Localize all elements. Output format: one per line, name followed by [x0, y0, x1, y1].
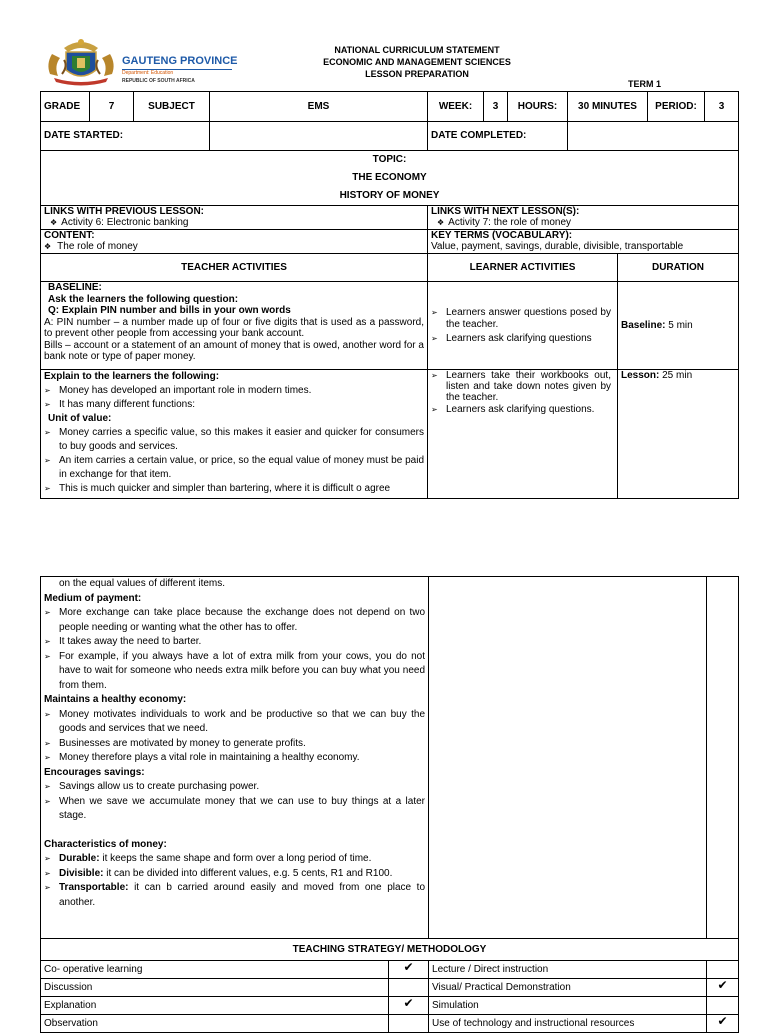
- topic-line-1: THE ECONOMY: [352, 172, 427, 183]
- duration-header: DURATION: [618, 254, 739, 282]
- lesson-learner-cell: [428, 370, 618, 499]
- topic-line-2: HISTORY OF MONEY: [339, 190, 440, 201]
- strategy-title: TEACHING STRATEGY/ METHODOLOGY: [41, 939, 739, 961]
- date-started-value: [210, 122, 428, 151]
- list-item: ➢ Learners ask clarifying questions: [431, 333, 611, 345]
- diamond-bullet-icon: ❖: [50, 218, 58, 227]
- strategy-row: [41, 997, 739, 1015]
- baseline-duration-cell: [618, 282, 739, 370]
- strategy-right-label: Use of technology and instructional resources: [429, 1015, 707, 1033]
- list-item: ➢ When we save we accumulate money that we can use to buy things at a later stage.: [44, 795, 425, 824]
- durable-text: it keeps the same shape and form over a long period of time.: [102, 853, 372, 864]
- list-item: ➢ Money motivates individuals to work and be productive so that we can buy the goods and services that we need.: [44, 708, 425, 737]
- hours-value: 30 MINUTES: [568, 92, 648, 122]
- subject-value: EMS: [210, 92, 428, 122]
- lesson-duration-value: 25 min: [662, 370, 693, 381]
- divisible-text: it can be divided into different values, e.g. 5 cents, R1 and R100.: [106, 867, 393, 879]
- list-item: ➢ It has many different functions:: [44, 398, 424, 412]
- lesson-intro: Explain to the learners the following:: [44, 371, 220, 382]
- continued-row: [41, 577, 739, 939]
- week-value: 3: [484, 92, 508, 122]
- lesson-row: [41, 370, 739, 499]
- column-header-row: [41, 254, 739, 282]
- next-lesson-value: Activity 7: the role of money: [448, 217, 572, 228]
- continued-learner-cell: [429, 577, 707, 939]
- check-icon: ✔: [389, 997, 429, 1015]
- strategy-left-label: Co- operative learning: [41, 961, 389, 979]
- learner-activities-header: LEARNER ACTIVITIES: [428, 254, 618, 282]
- check-icon: [707, 961, 739, 979]
- baseline-answer-1: A: PIN number – a number made up of four or five digits that is used as a password, to prevent other people from accessing your bank account.: [44, 316, 424, 339]
- document-header: [280, 44, 554, 80]
- strategy-right-label: Simulation: [429, 997, 707, 1015]
- header-line-1: NATIONAL CURRICULUM STATEMENT: [334, 45, 500, 55]
- hours-label: HOURS:: [508, 92, 568, 122]
- department-logo: [44, 36, 244, 88]
- department-name: Department: Education: [122, 70, 174, 76]
- strategy-row: [41, 979, 739, 997]
- baseline-learner-cell: [428, 282, 618, 370]
- medium-of-payment-title: Medium of payment:: [44, 592, 142, 604]
- previous-lesson-label: LINKS WITH PREVIOUS LESSON:: [44, 206, 205, 217]
- date-completed-value: [568, 122, 739, 151]
- list-item: [44, 881, 425, 910]
- diamond-bullet-icon: ❖: [44, 242, 52, 251]
- content-label: CONTENT:: [44, 230, 95, 241]
- header-line-3: LESSON PREPARATION: [365, 69, 469, 79]
- list-item: ➢ Businesses are motivated by money to generate profits.: [44, 737, 425, 752]
- week-label: WEEK:: [428, 92, 484, 122]
- province-name: GAUTENG PROVINCE: [122, 55, 238, 67]
- links-row: [41, 206, 739, 230]
- subject-label: SUBJECT: [134, 92, 210, 122]
- key-terms-value: Value, payment, savings, durable, divisible, transportable: [431, 241, 684, 252]
- strategy-left-label: Observation: [41, 1015, 389, 1033]
- lesson-table: [40, 91, 739, 499]
- list-item: ➢ It takes away the need to barter.: [44, 635, 425, 650]
- date-started-label: DATE STARTED:: [41, 122, 210, 151]
- list-item: ➢ This is much quicker and simpler than bartering, where it is difficult o agree: [44, 482, 424, 496]
- list-item: ➢ Learners answer questions posed by the teacher.: [431, 307, 611, 331]
- content-row: [41, 230, 739, 254]
- topic-cell: [41, 151, 739, 206]
- list-item: ➢ Savings allow us to create purchasing power.: [44, 780, 425, 795]
- strategy-row: [41, 961, 739, 979]
- list-item: ➢ Money carries a specific value, so this makes it easier and quicker for consumers to buy goods and services.: [44, 426, 424, 454]
- healthy-economy-title: Maintains a healthy economy:: [44, 694, 187, 705]
- continued-teacher-cell: [41, 577, 429, 939]
- period-value: 3: [705, 92, 739, 122]
- list-item: ➢ Learners ask clarifying questions.: [431, 404, 611, 415]
- lesson-duration-cell: [618, 370, 739, 499]
- baseline-question: Q: Explain PIN number and bills in your own words: [48, 305, 291, 316]
- list-item: ➢ Money therefore plays a vital role in maintaining a healthy economy.: [44, 751, 425, 766]
- baseline-answer-2: Bills – account or a statement of an amount of money that is owed, another word for a bank note or type of paper money.: [44, 339, 424, 362]
- teacher-activities-header: TEACHER ACTIVITIES: [41, 254, 428, 282]
- previous-lesson-cell: [41, 206, 428, 230]
- check-icon: ✔: [707, 1015, 739, 1033]
- previous-lesson-value: Activity 6: Electronic banking: [61, 217, 189, 228]
- country-name: REPUBLIC OF SOUTH AFRICA: [122, 78, 195, 84]
- baseline-duration-value: 5 min: [668, 319, 693, 331]
- list-item: ➢ For example, if you always have a lot of extra milk from your cows, you do not have to wait for someone who needs extra milk before you can buy what you need from them.: [44, 650, 425, 694]
- strategy-left-label: Explanation: [41, 997, 389, 1015]
- content-cell: [41, 230, 428, 254]
- lesson-duration-label: Lesson:: [621, 370, 660, 381]
- unit-of-value-title: Unit of value:: [48, 413, 112, 424]
- content-value: The role of money: [57, 241, 138, 252]
- list-item: [44, 852, 425, 867]
- transportable-term: Transportable:: [59, 882, 129, 893]
- list-item: ➢ An item carries a certain value, or price, so the equal value of money must be paid in exchange for that item.: [44, 454, 424, 482]
- strategy-left-label: Discussion: [41, 979, 389, 997]
- continued-duration-cell: [707, 577, 739, 939]
- lesson-teacher-cell: [41, 370, 428, 499]
- list-item: ➢ Money has developed an important role in modern times.: [44, 384, 424, 398]
- grade-label: GRADE: [41, 92, 90, 122]
- coat-of-arms-icon: [44, 36, 118, 88]
- diamond-bullet-icon: ❖: [437, 218, 445, 227]
- baseline-duration-label: Baseline:: [621, 319, 666, 331]
- check-icon: [389, 979, 429, 997]
- list-item: [44, 867, 425, 882]
- transportable-text: it can b carried around easily and moved from one place to another.: [59, 882, 426, 908]
- topic-label: TOPIC:: [372, 154, 407, 165]
- date-row: [41, 122, 739, 151]
- check-icon: [707, 997, 739, 1015]
- characteristics-title: Characteristics of money:: [44, 838, 167, 850]
- next-lesson-label: LINKS WITH NEXT LESSON(S):: [431, 206, 580, 217]
- date-completed-label: DATE COMPLETED:: [428, 122, 568, 151]
- check-icon: ✔: [389, 961, 429, 979]
- topic-row: [41, 151, 739, 206]
- key-terms-cell: [428, 230, 739, 254]
- strategy-right-label: Visual/ Practical Demonstration: [429, 979, 707, 997]
- period-label: PERIOD:: [648, 92, 705, 122]
- continued-text: on the equal values of different items.: [59, 578, 226, 589]
- check-icon: ✔: [707, 979, 739, 997]
- next-lesson-cell: [428, 206, 739, 230]
- list-item: ➢ More exchange can take place because the exchange does not depend on two people needing or wanting what the other has to offer.: [44, 606, 425, 635]
- encourages-savings-title: Encourages savings:: [44, 766, 145, 778]
- baseline-row: [41, 282, 739, 370]
- durable-term: Durable:: [59, 853, 100, 864]
- baseline-ask: Ask the learners the following question:: [48, 293, 239, 305]
- header-line-2: ECONOMIC AND MANAGEMENT SCIENCES: [323, 57, 511, 67]
- info-row: [41, 92, 739, 122]
- key-terms-label: KEY TERMS (VOCABULARY):: [431, 230, 573, 241]
- lesson-table-continued: [40, 576, 739, 1033]
- baseline-teacher-cell: [41, 282, 428, 370]
- divisible-term: Divisible:: [59, 867, 104, 879]
- grade-value: 7: [90, 92, 134, 122]
- term-label: TERM 1: [628, 79, 662, 89]
- strategy-header-row: [41, 939, 739, 961]
- baseline-title: BASELINE:: [48, 282, 102, 293]
- list-item: ➢ Learners take their workbooks out, listen and take down notes given by the teacher.: [431, 370, 611, 403]
- strategy-right-label: Lecture / Direct instruction: [429, 961, 707, 979]
